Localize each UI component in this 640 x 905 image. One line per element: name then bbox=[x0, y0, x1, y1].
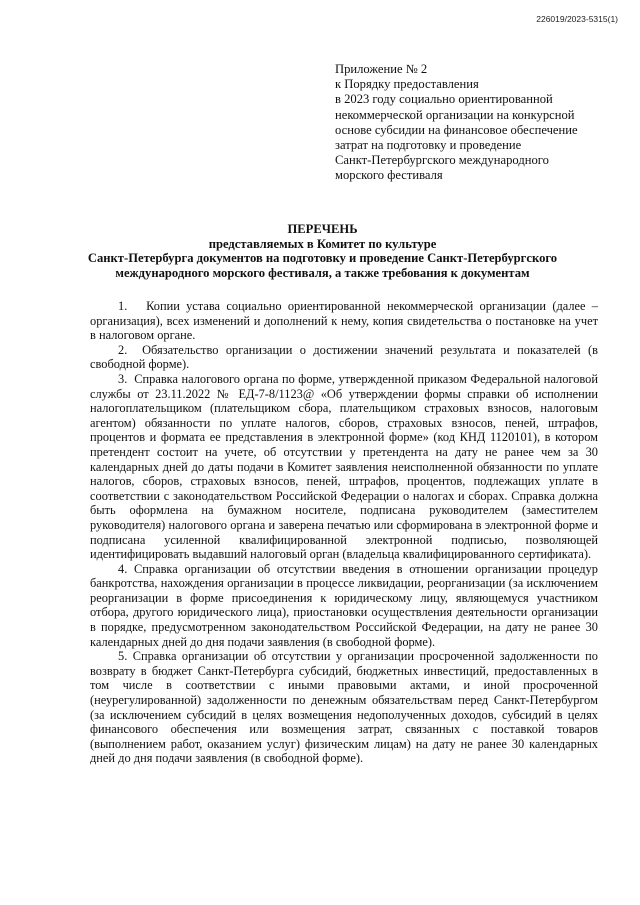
title-heading: ПЕРЕЧЕНЬ bbox=[287, 222, 358, 236]
document-title bbox=[40, 222, 605, 280]
item-number: 4. bbox=[118, 561, 128, 576]
item-number: 5. bbox=[118, 649, 128, 664]
title-line: международного морского фестиваля, а также требования к документам bbox=[115, 265, 530, 280]
item-number: 2. bbox=[118, 342, 128, 357]
title-line: Санкт-Петербурга документов на подготовку и проведение Санкт-Петербургского bbox=[87, 251, 558, 266]
appendix-line: некоммерческой организации на конкурсной bbox=[335, 107, 575, 122]
list-item bbox=[90, 343, 598, 372]
document-body bbox=[90, 299, 598, 766]
appendix-line: морского фестиваля bbox=[335, 168, 443, 183]
appendix-line: затрат на подготовку и проведение bbox=[335, 138, 522, 153]
item-text: Справка организации об отсутствии введения в отношении организации процедур банкротства, нахождения организации в процессе ликвидации, реорганизации (за исключением реорганизации в форме присоединения к юридическому лицу, являющемуся участником отбора, другого юридического лица), приостановки осуществления деятельности организации в порядке, предусмотренном законодательством Российской Федерации, на дату не ранее 30 календарных дней до дня подачи заявления (в свободной форме). bbox=[90, 561, 598, 649]
appendix-line: Приложение № 2 bbox=[335, 62, 428, 76]
title-line: представляемых в Комитет по культуре bbox=[208, 236, 437, 251]
list-item bbox=[90, 649, 598, 766]
item-text: Справка организации об отсутствии у организации просроченной задолженности по возврату в бюджет Санкт-Петербурга субсидий, бюджетных инвестиций, предоставленных в том числе в соответствии с иными правовыми актами, и иной просроченной (неурегулированной) задолженности по денежным обязательствам перед Санкт-Петербургом (за исключением субсидий в целях возмещения недополученных доходов, субсидий в целях финансового обеспечения или возмещения затрат, связанных с поставкой товаров (выполнением работ, оказанием услуг) физическим лицам) на дату не ранее 30 календарных дней до дня подачи заявления (в свободной форме). bbox=[90, 649, 598, 766]
item-text: Справка налогового органа по форме, утвержденной приказом Федеральной налоговой службы от 23.11.2022 № ЕД-7-8/1123@ «Об утверждении формы справки об исполнении налогоплательщиком (плательщиком сбора, плательщиком страховых взносов, налоговым агентом) обязанности по уплате налогов, сборов, страховых взносов, пеней, штрафов, процентов и формата ее представления в электронной форме» (код КНД 1120101), в котором претендент состоит на учете, об отсутствии у претендента на дату не ранее чем за 30 календарных дней до даты подачи в Комитет заявления неисполненной обязанности по уплате налогов, сборов, страховых взносов, пеней, штрафов, процентов, подлежащих уплате в соответствии с законодательством Российской Федерации о налогах и сборах. Справка должна быть оформлена на бумажном носителе, подписана руководителем (заместителем руководителя) налогового органа и заверена печатью или сформирована в электронной форме и подписана усиленной квалифицированной электронной подписью, позволяющей идентифицировать выдавший налоговый орган (владельца квалифицированного сертификата). bbox=[90, 371, 598, 562]
item-text: Копии устава социально ориентированной некоммерческой организации (далее – организация), всех изменений и дополнений к нему, копия свидетельства о постановке на учет в налоговом органе. bbox=[90, 299, 598, 343]
item-text: Обязательство организации о достижении значений результата и показателей (в свободной форме). bbox=[90, 342, 598, 372]
document-number: 226019/2023-5315(1) bbox=[536, 14, 618, 24]
appendix-line: основе субсидии на финансовое обеспечение bbox=[335, 122, 578, 137]
list-item bbox=[90, 299, 598, 343]
item-number: 3. bbox=[118, 371, 128, 386]
appendix-line: в 2023 году социально ориентированной bbox=[335, 92, 553, 107]
list-item bbox=[90, 372, 598, 562]
list-item bbox=[90, 562, 598, 650]
appendix-block bbox=[335, 62, 625, 184]
appendix-line: к Порядку предоставления bbox=[335, 77, 479, 92]
item-number: 1. bbox=[118, 299, 128, 313]
appendix-line: Санкт-Петербургского международного bbox=[335, 153, 549, 168]
